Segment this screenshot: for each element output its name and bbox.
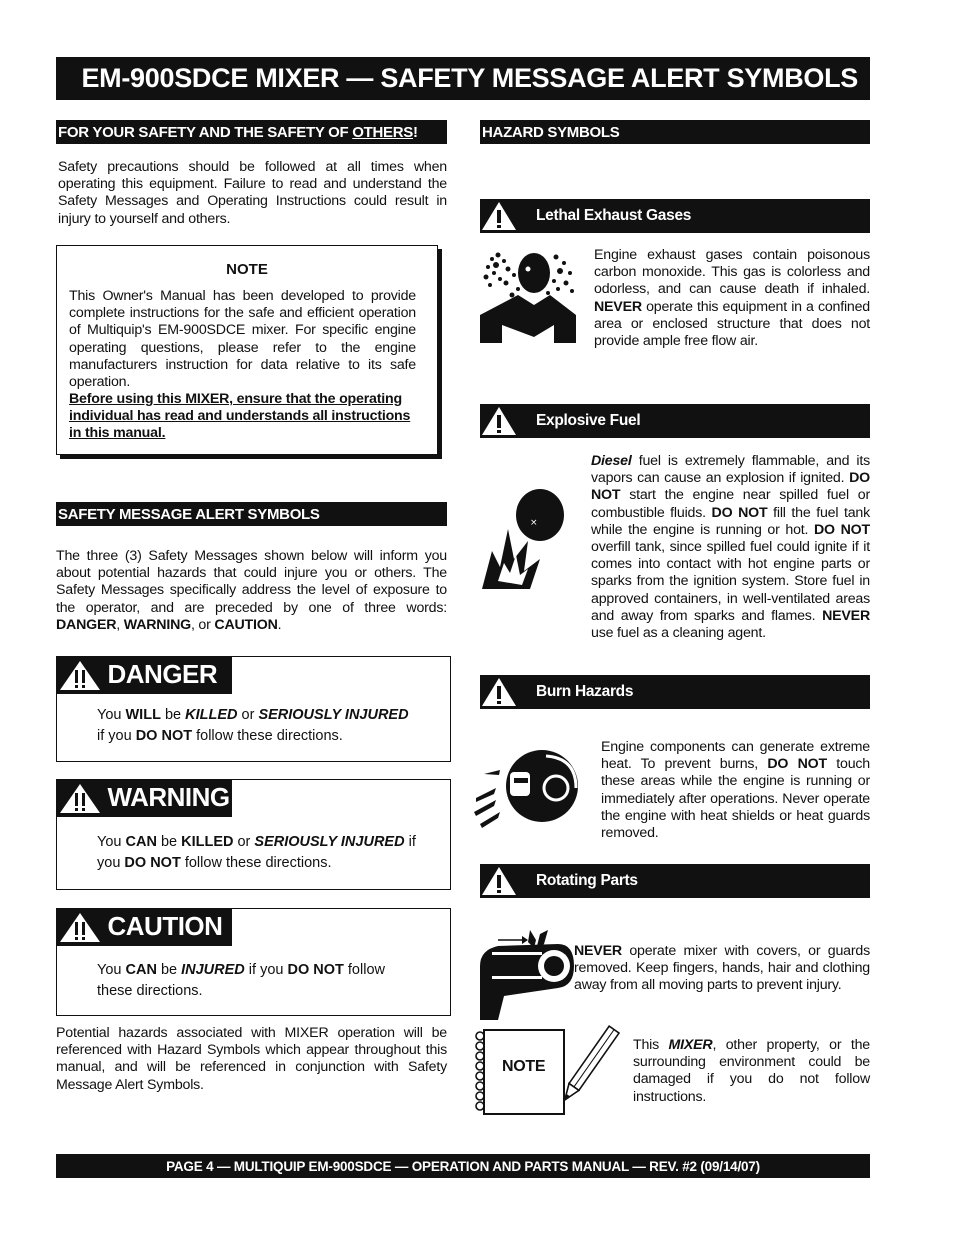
caution-box — [56, 908, 451, 1016]
caution-line-1: You CAN be INJURED if you DO NOT follow — [97, 962, 385, 978]
page-footer — [56, 1154, 870, 1178]
rotating-hazard-bar — [480, 864, 870, 898]
fuel-text: Diesel fuel is extremely flammable, and its vapors can cause an explosion if ignited. DO NOT start the engine near spilled fuel or combustible fluids. DO NOT fill the fuel tank while the engine is running or hot. DO NOT overfill tank, since spilled fuel could ignite if it comes into contact with hot engine parts or sparks from the ignition system. Store fuel in approved containers, in well-ventilated areas and away from sparks and flames. NEVER use fuel as a cleaning agent. — [591, 453, 870, 642]
danger-line-1: You WILL be KILLED or SERIOUSLY INJURED — [97, 707, 409, 723]
safety-header-suffix: ! — [413, 123, 418, 141]
warning-line-1: You CAN be KILLED or SERIOUSLY INJURED if — [97, 834, 416, 850]
caution-word: CAUTION — [107, 911, 223, 941]
caution-line-2: these directions. — [97, 983, 203, 999]
hazard-triangle-icon — [480, 675, 520, 709]
alert-paragraph-text: The three (3) Safety Messages shown below will inform you about potential hazards that could injure you or others. The Safety Messages specifically address the level of exposure to the operator, and are preceded by one of three words: — [56, 548, 447, 616]
caution-label — [56, 908, 232, 946]
hazard-triangle-icon — [480, 404, 520, 438]
rotating-parts-icon — [478, 926, 574, 1020]
closing-paragraph: Potential hazards associated with MIXER operation will be referenced with Hazard Symbols which appear throughout this manual, and will be referenced in conjunction with Safety Message Alert Symbols. — [56, 1025, 447, 1093]
danger-label — [56, 656, 232, 694]
warning-text — [97, 832, 416, 874]
exhaust-gas-icon — [478, 243, 578, 343]
burn-text: Engine components can generate extreme heat. To prevent burns, DO NOT touch these areas while the engine is running or immediately after operations. Never operate the engine with heat shields or heat guards removed. — [601, 739, 870, 842]
exhaust-hazard-bar — [480, 199, 870, 233]
caution-text — [97, 960, 385, 1002]
explosion-icon — [478, 485, 568, 595]
burn-label: Burn Hazards — [536, 683, 634, 700]
alert-paragraph: The three (3) Safety Messages shown below will inform you about potential hazards that could injure you or others. The Safety Messages specifically address the level of exposure to the operator, and are preceded by one of three words: DANGER, WARNING, or CAUTION. — [56, 548, 447, 633]
note-emphasis: Before using this MIXER, ensure that the operating individual has read and understands all instructions in this manual. — [69, 391, 411, 442]
note-body: This Owner's Manual has been developed to provide complete instructions for the safe and efficient operation of Multiquip's EM-900SDCE mixer. For specific engine operating questions, please refer to the engine manufacturers instruction for data relative to its safe operation. — [69, 288, 416, 391]
danger-box — [56, 656, 451, 762]
note-symbol-label: NOTE — [502, 1058, 546, 1075]
safety-header-others: OTHERS — [352, 123, 413, 141]
page-title-text: EM-900SDCE MIXER — SAFETY MESSAGE ALERT SYMBOLS — [81, 63, 858, 93]
warning-word: WARNING — [107, 782, 230, 812]
danger-text — [97, 705, 409, 747]
note-title: NOTE — [226, 261, 268, 278]
alert-word-danger: DANGER — [56, 616, 117, 633]
alert-word-caution: CAUTION — [214, 616, 278, 633]
safety-header-prefix: FOR YOUR SAFETY AND THE SAFETY OF — [58, 123, 353, 141]
fuel-label: Explosive Fuel — [536, 412, 641, 429]
hazard-triangle-icon — [480, 864, 520, 898]
warning-triangle-icon — [58, 658, 102, 692]
alert-word-warning: WARNING — [123, 616, 191, 633]
alert-header-text: SAFETY MESSAGE ALERT SYMBOLS — [58, 505, 320, 523]
fuel-hazard-bar — [480, 404, 870, 438]
note-box — [56, 245, 438, 455]
alert-or: , or — [190, 616, 215, 633]
warning-line-2: you DO NOT follow these directions. — [97, 855, 332, 871]
warning-triangle-icon — [58, 910, 102, 944]
warning-box — [56, 779, 451, 890]
note-symbol-text: This MIXER, other property, or the surrounding environment could be damaged if you do not follow instructions. — [633, 1037, 870, 1105]
burn-hazard-bar — [480, 675, 870, 709]
page-title — [56, 57, 870, 100]
safety-section-header — [56, 120, 447, 144]
hazard-section-header — [480, 120, 870, 144]
burn-hazard-icon — [472, 748, 582, 828]
warning-label — [56, 779, 232, 817]
exhaust-label: Lethal Exhaust Gases — [536, 207, 692, 224]
warning-triangle-icon — [58, 781, 102, 815]
safety-paragraph: Safety precautions should be followed at all times when operating this equipment. Failure to read and understand the Safety Messages and Operating Instructions could result in injury to yourself and others. — [58, 159, 447, 227]
svg-text:×: × — [530, 518, 538, 528]
hazard-header-text: HAZARD SYMBOLS — [482, 123, 620, 141]
rotating-label: Rotating Parts — [536, 872, 638, 889]
hazard-triangle-icon — [480, 199, 520, 233]
exhaust-text: Engine exhaust gases contain poisonous carbon monoxide. This gas is colorless and odorless, and can cause death if inhaled. NEVER operate this equipment in a confined area or enclosed structure that does not provide ample free flow air. — [594, 247, 870, 350]
footer-text: PAGE 4 — MULTIQUIP EM-900SDCE — OPERATION AND PARTS MANUAL — REV. #2 (09/14/07) — [166, 1158, 760, 1174]
danger-word: DANGER — [107, 659, 218, 689]
rotating-text: NEVER operate mixer with covers, or guards removed. Keep fingers, hands, hair and clothing away from all moving parts to prevent injury. — [574, 943, 870, 994]
alert-section-header — [56, 502, 447, 526]
danger-line-2: if you DO NOT follow these directions. — [97, 728, 343, 744]
